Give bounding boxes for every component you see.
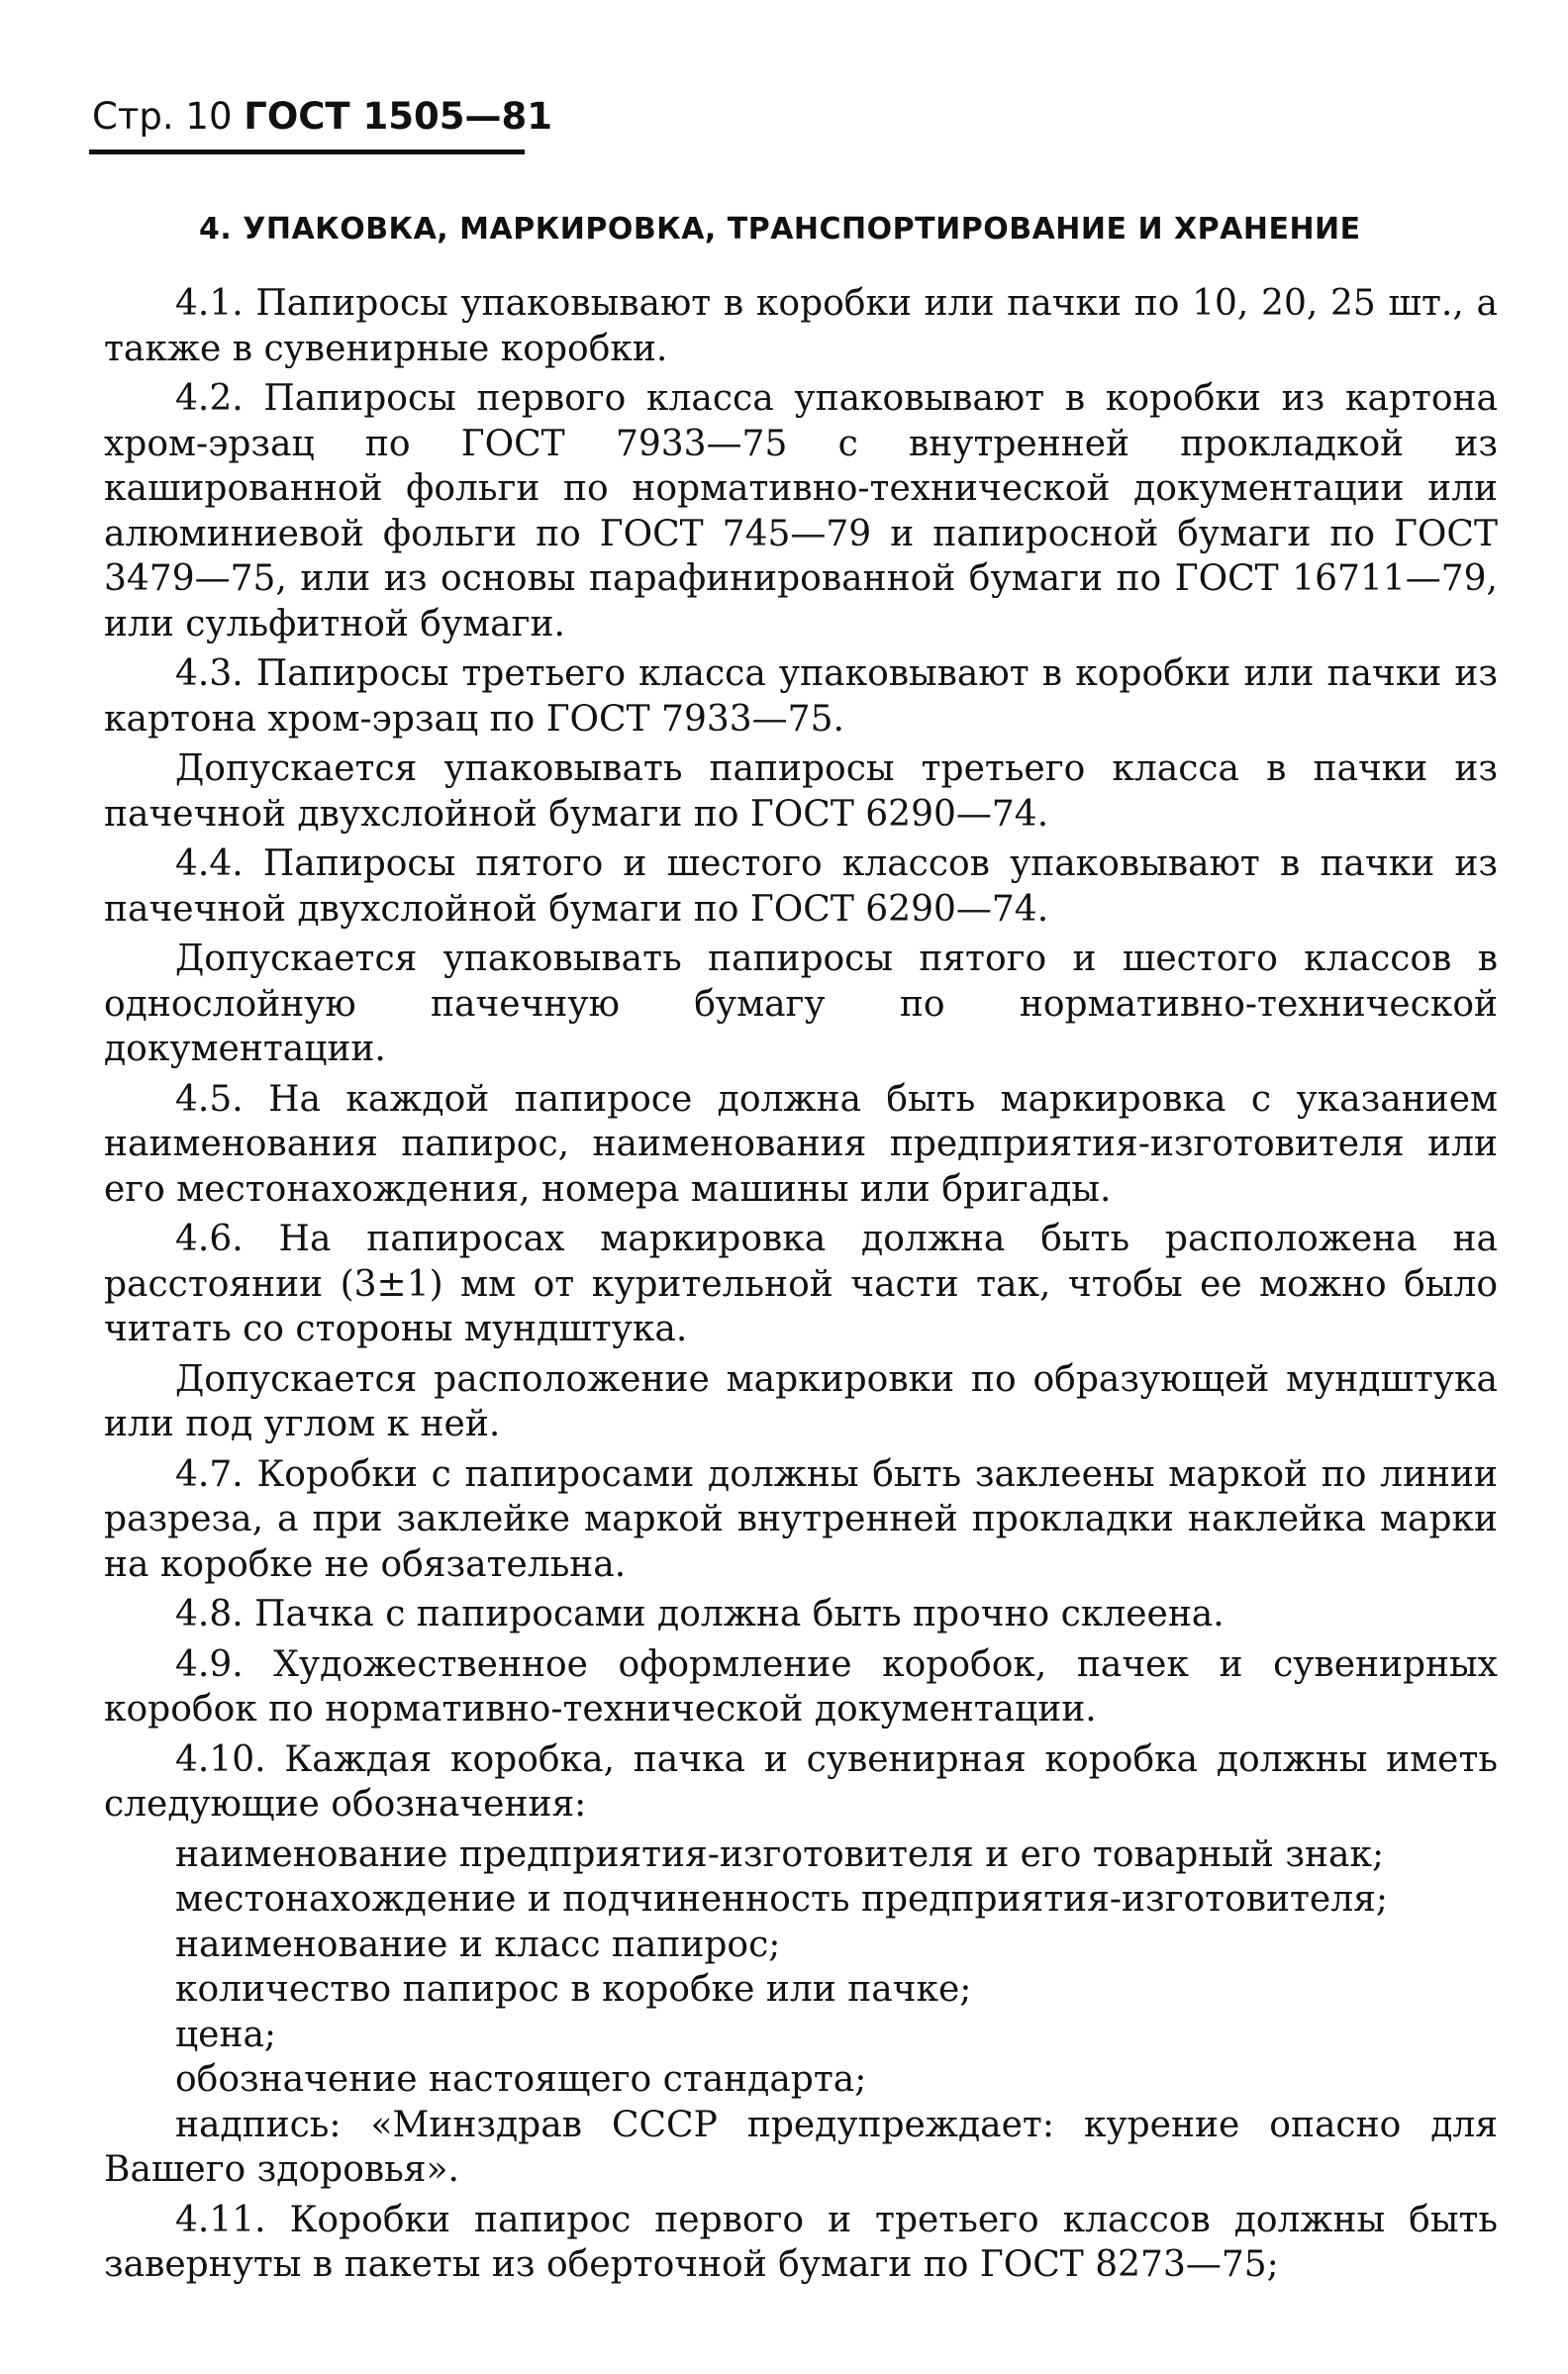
list-item: цена; [175, 2014, 277, 2055]
section-body [104, 281, 1498, 2293]
page-number: Стр. 10 [92, 95, 233, 138]
list-item: наименование предприятия-изготовителя и его товарный знак; [175, 1833, 1385, 1875]
paragraph-4-8: 4.8. Пачка с папиросами должна быть прочно склеена. [175, 1594, 1225, 1634]
list-item: наименование и класс папирос; [175, 1924, 781, 1965]
paragraph-4-11: 4.11. Коробки папирос первого и третьего классов должны быть завернуты в пакеты из оберточной бумаги по ГОСТ 8273—75; [104, 2199, 1498, 2285]
paragraph-4-3-allowance: Допускается упаковывать папиросы третьего класса в пачки из пачечной двухслойной бумаги по ГОСТ 6290—74. [104, 748, 1498, 835]
paragraph-4-10: 4.10. Каждая коробка, пачка и сувенирная коробка должны иметь следующие обозначения: [104, 1738, 1498, 1825]
warning-inscription: надпись: «Минздрав СССР предупреждает: курение опасно для Вашего здоровья». [104, 2104, 1498, 2190]
paragraph-4-3: 4.3. Папиросы третьего класса упаковывают в коробки или пачки из картона хром-эрзац по ГОСТ 7933—75. [104, 653, 1498, 740]
section-title: 4. УПАКОВКА, МАРКИРОВКА, ТРАНСПОРТИРОВАНИЕ И ХРАНЕНИЕ [199, 212, 1361, 247]
paragraph-4-1: 4.1. Папиросы упаковывают в коробки или пачки по 10, 20, 25 шт., а также в сувенирные коробки. [104, 283, 1498, 369]
paragraph-4-4: 4.4. Папиросы пятого и шестого классов упаковывают в пачки из пачечной двухслойной бумаги по ГОСТ 6290—74. [104, 843, 1498, 930]
paragraph-4-6-allowance: Допускается расположение маркировки по образующей мундштука или под углом к ней. [104, 1358, 1498, 1444]
paragraph-4-7: 4.7. Коробки с папиросами должны быть заклеены маркой по линии разреза, а при заклейке маркой внутренней прокладки наклейка марки на коробке не обязательна. [104, 1453, 1498, 1585]
header-rule [89, 149, 525, 154]
list-item: местонахождение и подчиненность предприятия-изготовителя; [175, 1879, 1388, 1920]
paragraph-4-4-allowance: Допускается упаковывать папиросы пятого и шестого классов в однослойную пачечную бумагу по нормативно-технической документации. [104, 939, 1498, 1069]
marking-list [104, 1832, 1498, 2103]
list-item: количество папирос в коробке или пачке; [175, 1969, 972, 2010]
paragraph-4-2: 4.2. Папиросы первого класса упаковывают в коробки из картона хром-эрзац по ГОСТ 7933—75 с внутренней прокладкой из кашированной фольги по нормативно-технической документации или алюминиевой фольги по ГОСТ 745—79 и папиросной бумаги по ГОСТ 3479—75, или из основы парафинированной бумаги по ГОСТ 16711—79, или сульфитной бумаги. [104, 378, 1498, 644]
paragraph-4-6: 4.6. На папиросах маркировка должна быть расположена на расстоянии (3±1) мм от курительной части так, чтобы ее можно было читать со стороны мундштука. [104, 1219, 1498, 1349]
paragraph-4-5: 4.5. На каждой папиросе должна быть маркировка с указанием наименования папирос, наименования предприятия-изготовителя или его местонахождения, номера машины или бригады. [104, 1078, 1498, 1210]
list-item: обозначение настоящего стандарта; [175, 2059, 867, 2100]
paragraph-4-9: 4.9. Художественное оформление коробок, пачек и сувенирных коробок по нормативно-технической документации. [104, 1643, 1498, 1730]
running-header [92, 95, 552, 139]
standard-designation: ГОСТ 1505—81 [244, 95, 553, 138]
